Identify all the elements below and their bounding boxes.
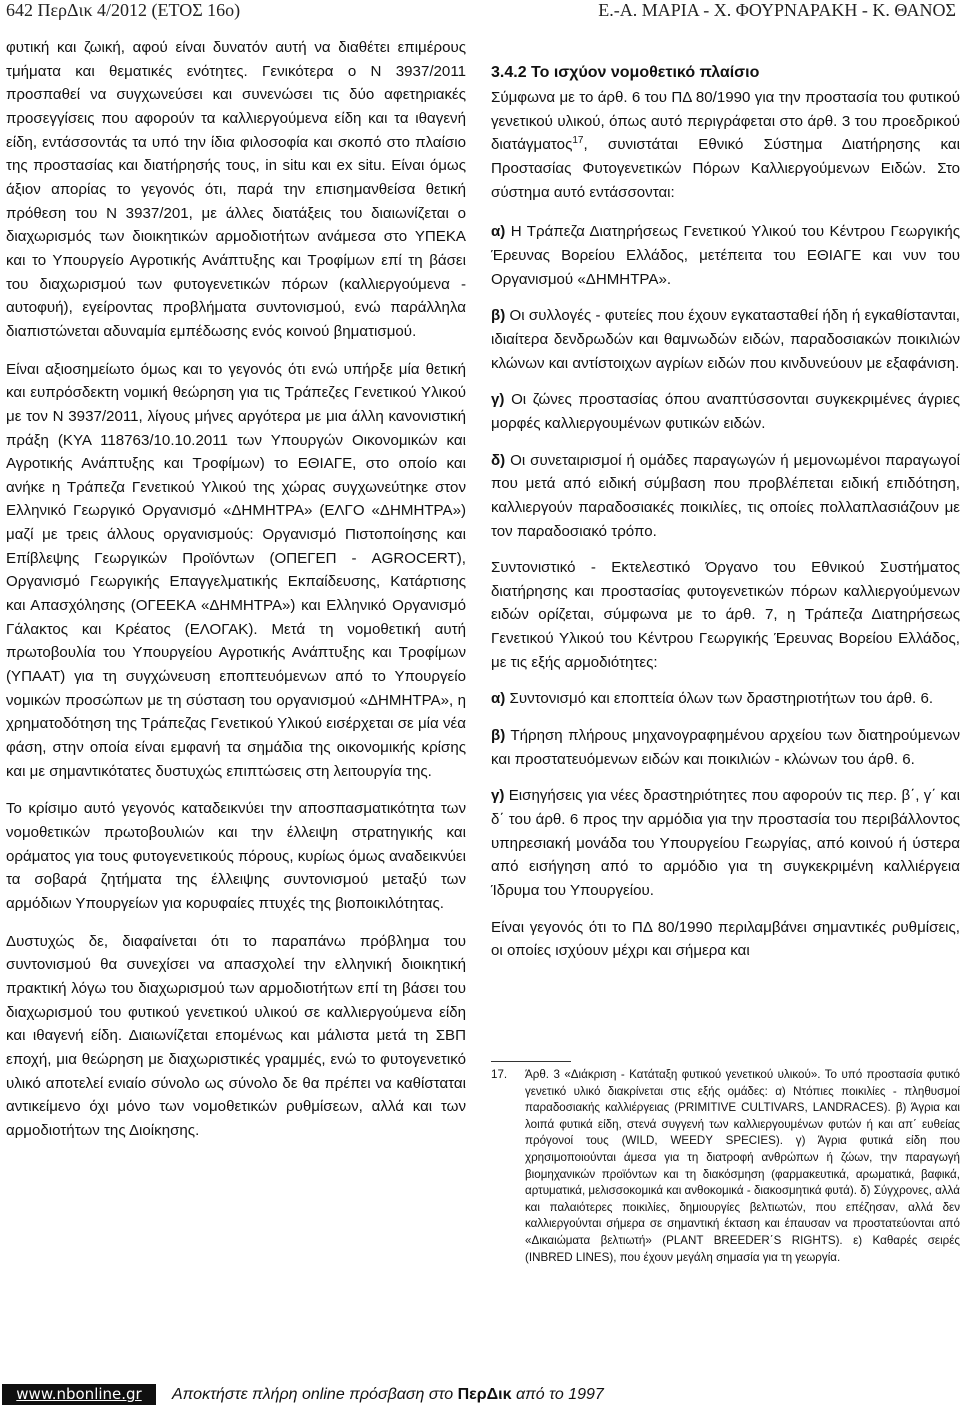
left-column xyxy=(6,36,466,1143)
paragraph: φυτική και ζωική, αφού είναι δυνατόν αυτή να διαθέτει επιμέρους τμήματα και θεματικές ενότητες. Γενικότερα ο Ν 3937/2011 προσπαθεί να συγχωνεύσει και συνενώσει τις δύο αφετηριακές προσεγγίσεις που αφορούν τα καλλιεργούμενα είδη και τα ιθαγενή είδη, εντάσσοντάς τα υπό την ίδια φιλοσοφία και σκοπό στο πλαίσιο της προστασίας και διατήρησής τους, in situ και ex situ. Είναι όμως άξιον απορίας το γεγονός ότι, παρά την επισημανθείσα θετική πρόθεση του Ν 3937/201, με άλλες διατάξεις του διαιωνίζεται ο διαχωρισμός των διοικητικών αρμοδιοτήτων ανάμεσα στο ΥΠΕΚΑ και το Υπουργείο Αγροτικής Ανάπτυξης και Τροφίμων επί τη βάσει του διαχωρισμού των φυτογενετικών πόρων (καλλιεργούμενα - αυτοφυή), εγείροντας προβλήματα συντονισμού, ενώ παράλληλα διαπιστώνεται αδυναμία εμπέδωσης ενός κοινού βηματισμού. xyxy=(6,39,466,340)
paragraph: Δυστυχώς δε, διαφαίνεται ότι το παραπάνω πρόβλημα του συντονισμού θα συνεχίσει να απασχολεί την ελληνική διοικητική πρακτική λόγω του διαχωρισμού των αρμοδιοτήτων επί τη βάσει του διαχωρισμού του φυτικού γενετικού υλικού σε καλλιεργούμενα είδη και ιθαγενή είδη. Διαιωνίζεται επομένως και μάλιστα μετά τη ΣΒΠ εποχή, μια θεώρηση με διαχωριστικές γραμμές, ενώ το φυτογενετικό υλικό αποτελεί ενιαίο σύνολο ως σύνολο δε θα πρέπει να καθίσταται αντικείμενο όχι μόνο των νομοθετικών ρυθμίσεων, αλλά και των αρμοδιοτήτων της Διοίκησης. xyxy=(6,932,466,1139)
paragraph: Το κρίσιμο αυτό γεγονός καταδεικνύει την αποσπασματικότητα των νομοθετικών πρωτοβουλιών και την έλλειψη στρατηγικής και οράματος για τους φυτογενετικούς πόρους, κυρίως όμως αναδεικνύει τα σοβαρά ζητήματα της έλλειψης συντονισμού μεταξύ των αρμόδιων Υπουργείων για κορυφαίες πτυχές της βιοποικιλότητας. xyxy=(6,800,466,912)
footnote-text: Άρθ. 3 «Διάκριση - Κατάταξη φυτικού γενετικού υλικού». Το υπό προστασία φυτικό γενετικό υλικό διακρίνεται στις εξής ομάδες: α) Ντόπιες ποικιλίες - πληθυσμοί παραδοσιακής καλλιέργειας (PRIMITIVE CULTIVARS, LANDRACES). β) Άγρια και λοιπά φυτικά είδη, στενά συγγενή των καλλιεργουμένων φυτών ή και απ΄ ευθείας πρόγονοί τους (WILD, WEEDY SPECIES). γ) Άγρια φυτικά είδη που χρησιμοποιούνται άμεσα για τη διατροφή ανθρώπων ή ζώων, την παραγωγή βιομηχανικών προϊόντων και τη διακόσμηση (φαρμακευτικά, αρωματικά, βαφικά, αρτυματικά, μελισσοκομικά και ανθοκομικά - διακοσμητικά φυτά). δ) Σύγχρονες, αλλά και παλαιότερες ποικιλίες, δημιουργίες βελτιωτών, που επέζησαν, αλλά δεν καλλιεργούνται σήμερα σε σημαντική έκταση και έπαυσαν να προστατεύονται από «Δικαιώματα βελτιωτή» (PLANT BREEDER΄S RIGHTS). ε) Καθαρές σειρές (INBRED LINES), που έχουν μεγάλη σημασία για τη γεωργία. xyxy=(525,1068,960,1264)
list-item: δ) Οι συνεταιρισμοί ή ομάδες παραγωγών ή μεμονωμένοι παραγωγοί που μετά από ειδική σύμβαση που προβλέπεται ειδική επιδότηση, καλλιεργούν παραδοσιακές ποικιλίες, τις οποίες πολλαπλασιάζουν με τον παραδοσιακό τρόπο. xyxy=(491,451,960,540)
list-item: α) Συντονισμό και εποπτεία όλων των δραστηριοτήτων του άρθ. 6. xyxy=(491,690,934,708)
page-number-journal: 642 ΠερΔικ 4/2012 (ΕΤΟΣ 16ο) xyxy=(6,0,241,20)
paragraph: Συντονιστικό - Εκτελεστικό Όργανο του Εθνικού Συστήματος διατήρησης και προστασίας φυτογενετικών πόρων καλλιεργούμενων ειδών ορίζεται, σύμφωνα με το άρθ. 7, η Τράπεζα Διατηρήσεως Γενετικού Υλικού του Κέντρου Γεωργικής Έρευνας Βορείου Ελλάδος, με τις εξής αρμοδιότητες: xyxy=(491,559,960,671)
list-item: γ) Εισηγήσεις για νέες δραστηριότητες που αφορούν τις περ. β΄, γ΄ και δ΄ του άρθ. 6 προς την αρμόδια για την προστασία του περιβάλλοντος υπηρεσιακή μονάδα του Υπουργείου Γεωργίας, από κοινού ή ύστερα από εισήγηση από το αρμόδιο για τη συγκεκριμένη καλλιέργεια Ίδρυμα του Υπουργείου. xyxy=(491,787,960,900)
section-heading: 3.4.2 Το ισχύον νομοθετικό πλαίσιο xyxy=(491,64,760,81)
intro-paragraph: Σύμφωνα με το άρθ. 6 του ΠΔ 80/1990 για την προστασία του φυτικού γενετικού υλικού, όπως αυτό περιγράφεται στο άρθ. 3 του προεδρικού διατάγματος$^{17}$, συνιστάται Εθνικό Σύστημα Διατήρησης και Προστασίας Φυτογενετικών Πόρων Καλλιεργούμενων Ειδών. Στο σύστημα αυτό εντάσσονται: xyxy=(491,89,960,201)
page-header xyxy=(0,0,960,24)
footer-tagline: Αποκτήστε πλήρη online πρόσβαση στο ΠερΔικ από το 1997 xyxy=(172,1386,604,1403)
website-link[interactable]: www.nbonline.gr xyxy=(2,1384,156,1405)
footnote-divider xyxy=(491,1061,571,1062)
footnote-number: 17. xyxy=(491,1068,508,1081)
paragraph: Είναι αξιοσημείωτο όμως και το γεγονός ότι ενώ υπήρξε μία θετική και ευπρόσδεκτη νομική θεώρηση για τις Τράπεζες Γενετικού Υλικού με τον Ν 3937/2011, λίγους μήνες αργότερα με μια άλλη κανονιστική πράξη (ΚΥΑ 118763/10.10.2011 των Υπουργών Οικονομικών και Αγροτικής Ανάπτυξης και Τροφίμων) το ΕΘΙΑΓΕ, στο οποίο και ανήκε η Τράπεζα Γενετικού Υλικού της χώρας συγχωνεύτηκε στον Ελληνικό Γεωργικό Οργανισμό «ΔΗΜΗΤΡΑ» (ΕΛΓΟ «ΔΗΜΗΤΡΑ») μαζί με τρεις άλλους οργανισμούς: Οργανισμό Πιστοποίησης και Επίβλεψης Γεωργικών Προϊόντων (ΟΠΕΓΕΠ - AGROCERT), Οργανισμό Γεωργικής Επαγγελματικής Εκπαίδευσης, Κατάρτισης και Απασχόλησης (ΟΓΕΕΚΑ «ΔΗΜΗΤΡΑ») και Ελληνικό Οργανισμό Γάλακτος και Κρέατος (ΕΛΟΓΑΚ). Μετά τη νομοθετική αυτή πρωτοβουλία του Υπουργείου Αγροτικής Ανάπτυξης και Τροφίμων (ΥΠΑΑΤ) για τη συγχώνευση εποπτευόμενων από το Υπουργείο νομικών προσώπων με τη σύσταση του οργανισμού «ΔΗΜΗΤΡΑ», η χρηματοδότηση της Τράπεζας Γενετικού Υλικού εισέρχεται σε μία νέα φάση, στην οποία είναι εμφανή τα σημάδια της οικονομικής κρίσης και με σημαντικότατες δυστυχώς επιπτώσεις στη λειτουργία της. xyxy=(6,360,466,780)
list-item: β) Οι συλλογές - φυτείες που έχουν εγκατασταθεί ήδη ή εγκαθίστανται, ιδιαίτερα δενδρωδών και θαμνωδών ειδών, παραδοσιακών ποικιλιών κλώνων και αντίστοιχων αγρίων ειδών που κινδυνεύουν με εξαφάνιση. xyxy=(491,307,960,372)
list-item: γ) Οι ζώνες προστασίας όπου αναπτύσσονται συγκεκριμένες άγριες μορφές καλλιεργουμένων φυτικών ειδών. xyxy=(491,391,960,432)
authors: Ε.-Α. ΜΑΡΙΑ - Χ. ΦΟΥΡΝΑΡΑΚΗ - Κ. ΘΑΝΟΣ xyxy=(598,0,956,20)
list-item: α) Η Τράπεζα Διατηρήσεως Γενετικού Υλικού του Κέντρου Γεωργικής Έρευνας Βορείου Ελλάδος, μετέπειτα του ΕΘΙΑΓΕ και νυν του Οργανισμού «ΔΗΜΗΤΡΑ». xyxy=(491,223,960,288)
footnote-ref: 17 xyxy=(572,135,584,147)
right-column xyxy=(491,62,960,963)
brand-name: ΠερΔικ xyxy=(457,1386,512,1403)
list-item: β) Τήρηση πλήρους μηχανογραφημένου αρχείου των διατηρούμενων και προστατευόμενων ειδών και ποικιλιών - κλώνων του άρθ. 6. xyxy=(491,727,960,768)
footnote xyxy=(491,1067,960,1266)
paragraph: Είναι γεγονός ότι το ΠΔ 80/1990 περιλαμβάνει σημαντικές ρυθμίσεις, οι οποίες ισχύουν μέχρι και σήμερα και xyxy=(491,918,960,960)
page-footer xyxy=(0,1383,960,1407)
